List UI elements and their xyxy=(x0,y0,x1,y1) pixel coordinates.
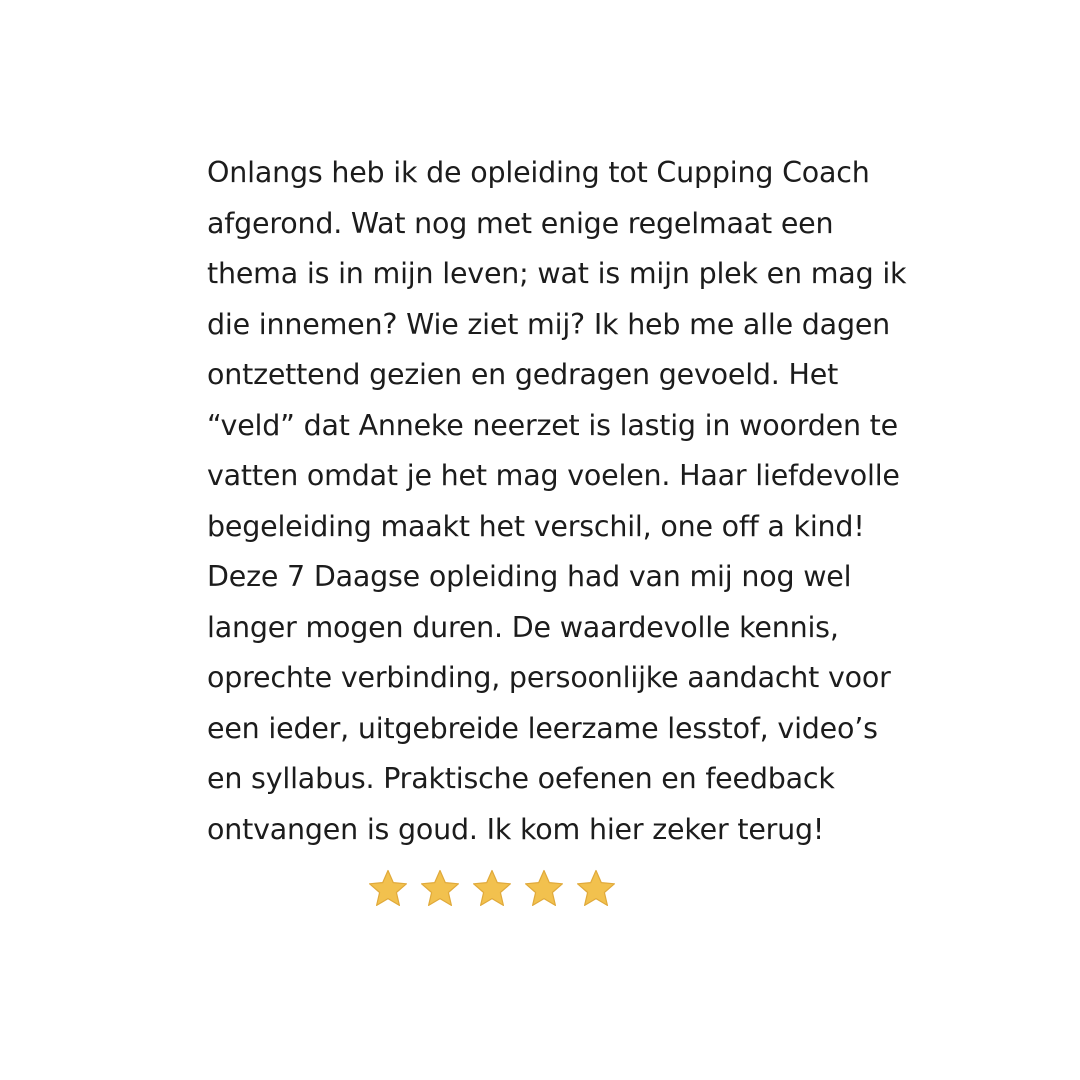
star-icon xyxy=(518,864,570,916)
star-icon xyxy=(362,864,414,916)
review-line: die innemen? Wie ziet mij? Ik heb me alle dagen xyxy=(207,307,891,341)
review-line: ontzettend gezien en gedragen gevoeld. Het xyxy=(207,358,839,391)
review-line: Onlangs heb ik de opleiding tot Cupping Coach xyxy=(207,156,870,189)
star-icon xyxy=(414,864,466,916)
review-line: een ieder, uitgebreide leerzame lesstof, video’s xyxy=(207,711,878,745)
star-icon xyxy=(466,864,518,916)
review-line: ontvangen is goud. Ik kom hier zeker terug! xyxy=(207,812,825,846)
review-line: vatten omdat je het mag voelen. Haar liefdevolle xyxy=(207,459,900,492)
review-text xyxy=(207,148,927,855)
review-line: begeleiding maakt het verschil, one off a kind! xyxy=(207,509,865,543)
star-rating xyxy=(362,864,622,916)
review-line: thema is in mijn leven; wat is mijn plek en mag ik xyxy=(207,257,907,290)
review-line: langer mogen duren. De waardevolle kennis, xyxy=(207,610,839,644)
review-line: “veld” dat Anneke neerzet is lastig in woorden te xyxy=(207,408,898,442)
review-line: en syllabus. Praktische oefenen en feedback xyxy=(207,762,835,795)
review-line: Deze 7 Daagse opleiding had van mij nog wel xyxy=(207,560,852,593)
star-icon xyxy=(570,864,622,916)
review-line: oprechte verbinding, persoonlijke aandacht voor xyxy=(207,661,891,694)
review-line: afgerond. Wat nog met enige regelmaat een xyxy=(207,206,834,240)
